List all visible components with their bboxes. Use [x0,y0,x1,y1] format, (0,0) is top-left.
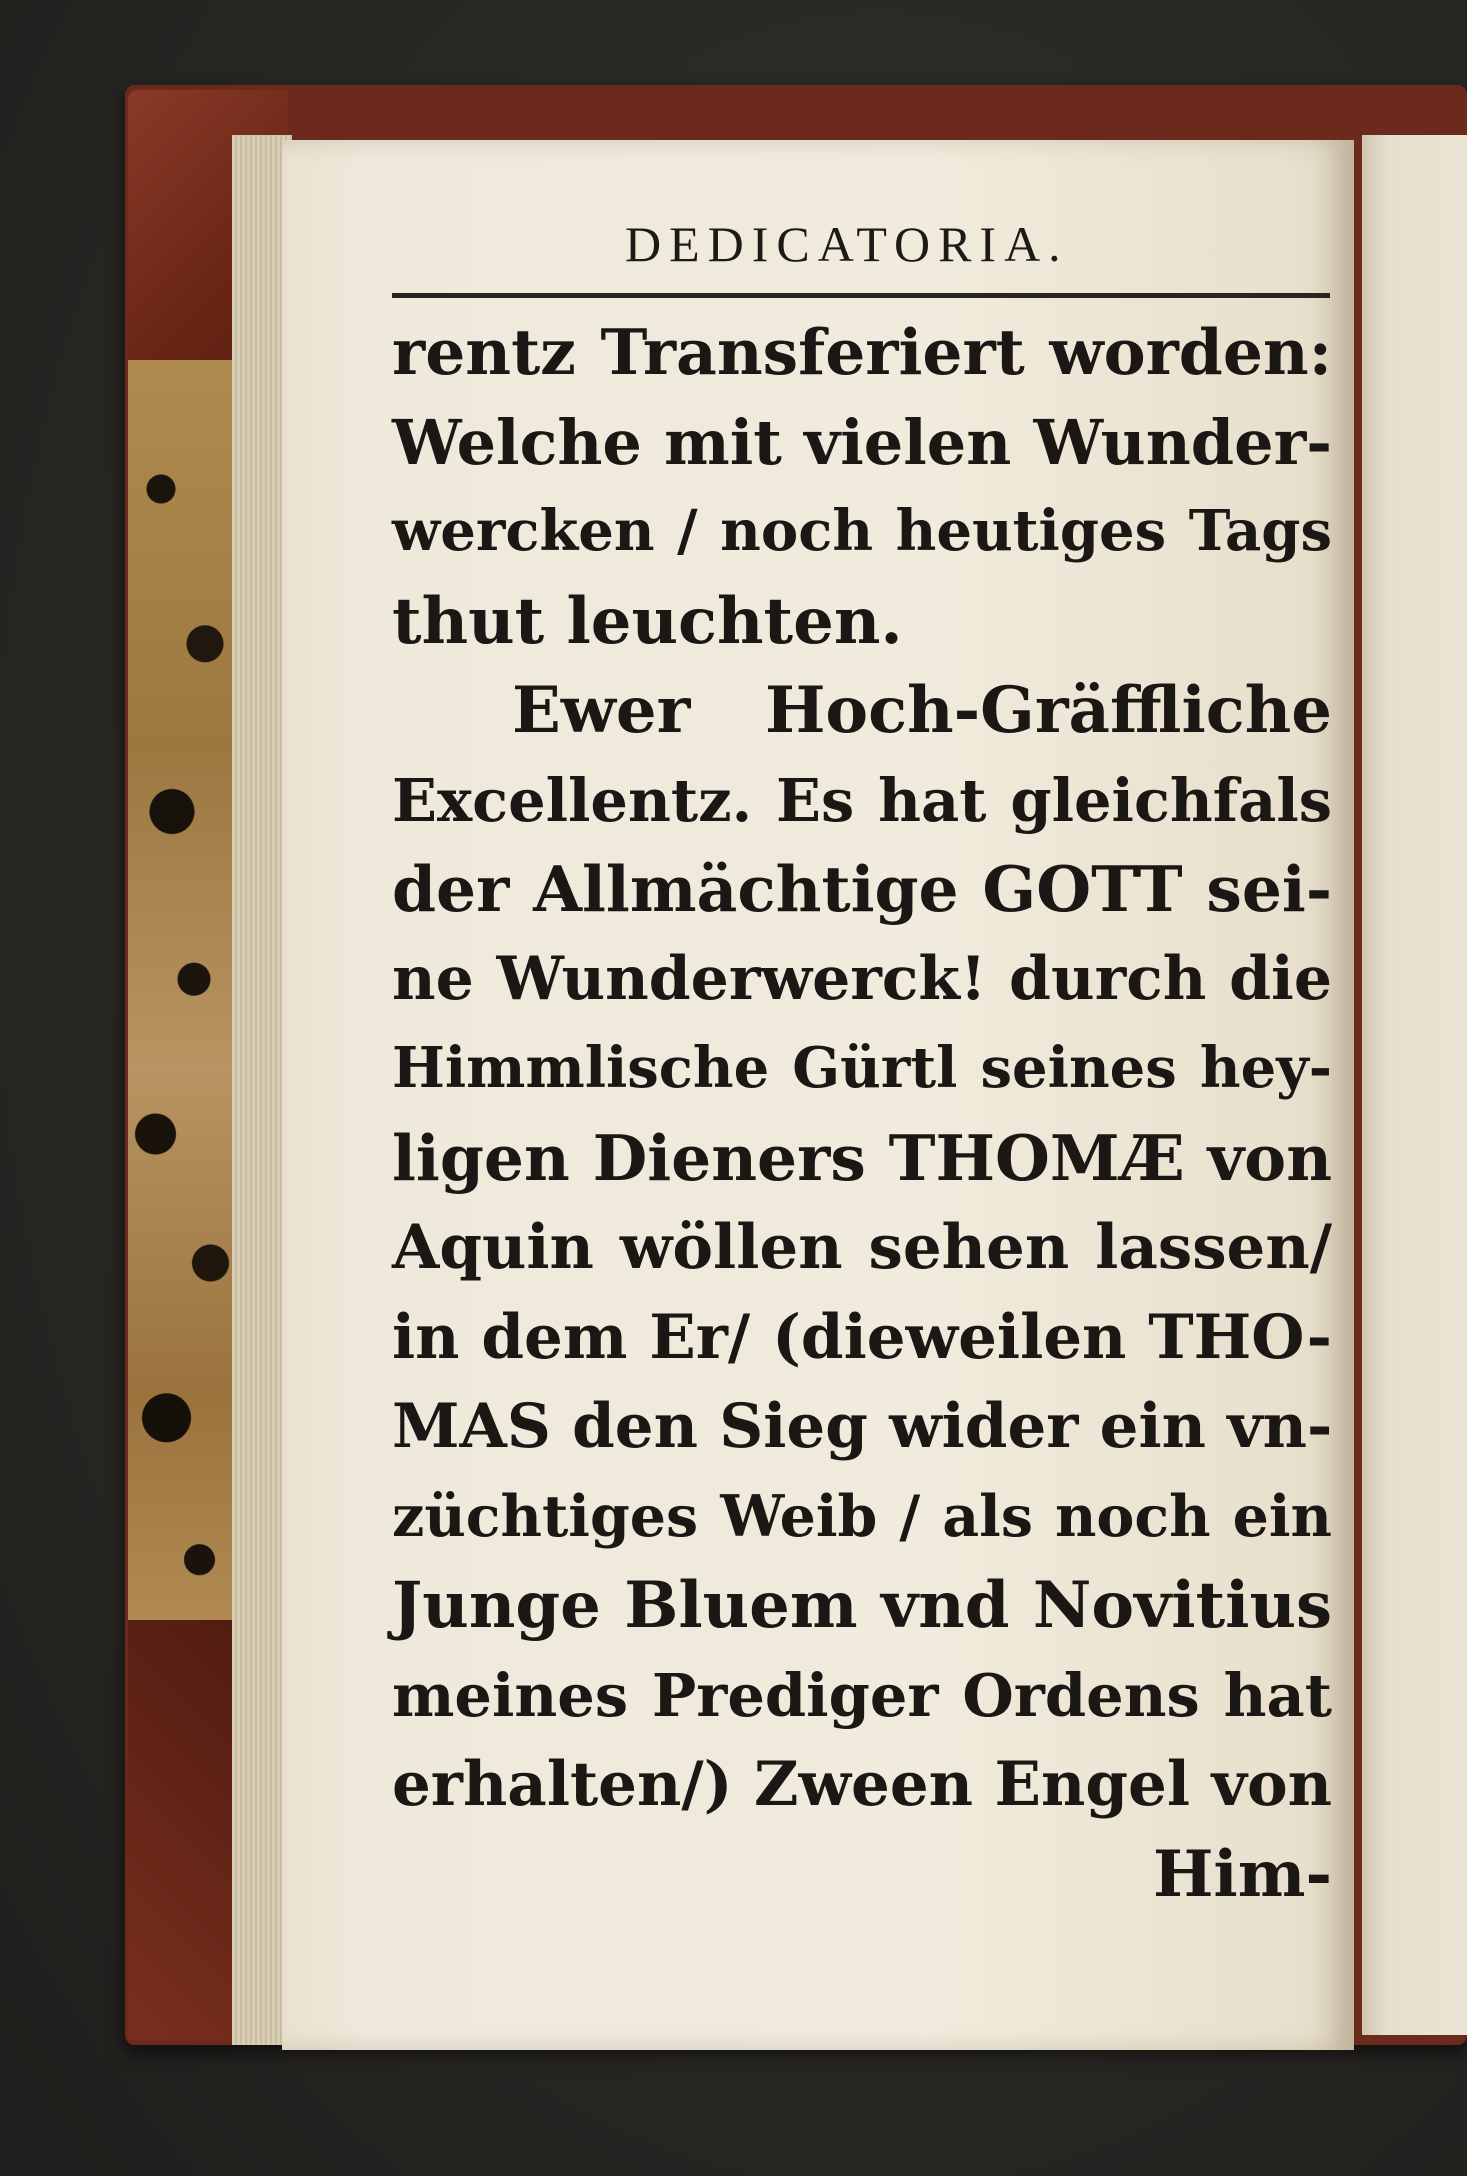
text-line: MAS den Sieg wider ein vn- [392,1391,1333,1462]
page-text [392,308,1332,1919]
text-line: in dem Er/ (dieweilen THO- [392,1301,1332,1373]
header-rule [392,293,1330,298]
text-line: wercken / noch heutiges Tags [392,498,1332,564]
marbled-binding [128,360,238,1650]
text-line: der Allmächtige GOTT sei- [392,852,1332,926]
text-line: thut leuchten. [392,583,903,659]
text-line: ne Wunderwerck! durch die [392,943,1332,1014]
text-line: erhalten/) Zween Engel von [392,1749,1332,1820]
text-line: Excellentz. Es hat gleichfals [392,765,1332,835]
text-line: Welche mit vielen Wunder- [392,405,1332,479]
running-header: DEDICATORIA. [625,216,1069,272]
facing-page-edge [1362,135,1467,2035]
text-line: ligen Dieners THOMÆ von [392,1120,1332,1195]
text-line: züchtiges Weib / als noch ein [392,1482,1332,1550]
catchword: Him- [1152,1836,1332,1912]
text-line: meines Prediger Ordens hat [392,1660,1332,1730]
text-line: Ewer Hoch-Gräffliche [512,673,1332,748]
text-line: Aquin wöllen sehen lassen/ [392,1212,1332,1283]
text-line: Junge Bluem vnd Novitius [392,1568,1332,1643]
text-line: Himmlische Gürtl seines hey- [392,1035,1332,1101]
text-line: rentz Transferiert worden: [392,315,1332,389]
